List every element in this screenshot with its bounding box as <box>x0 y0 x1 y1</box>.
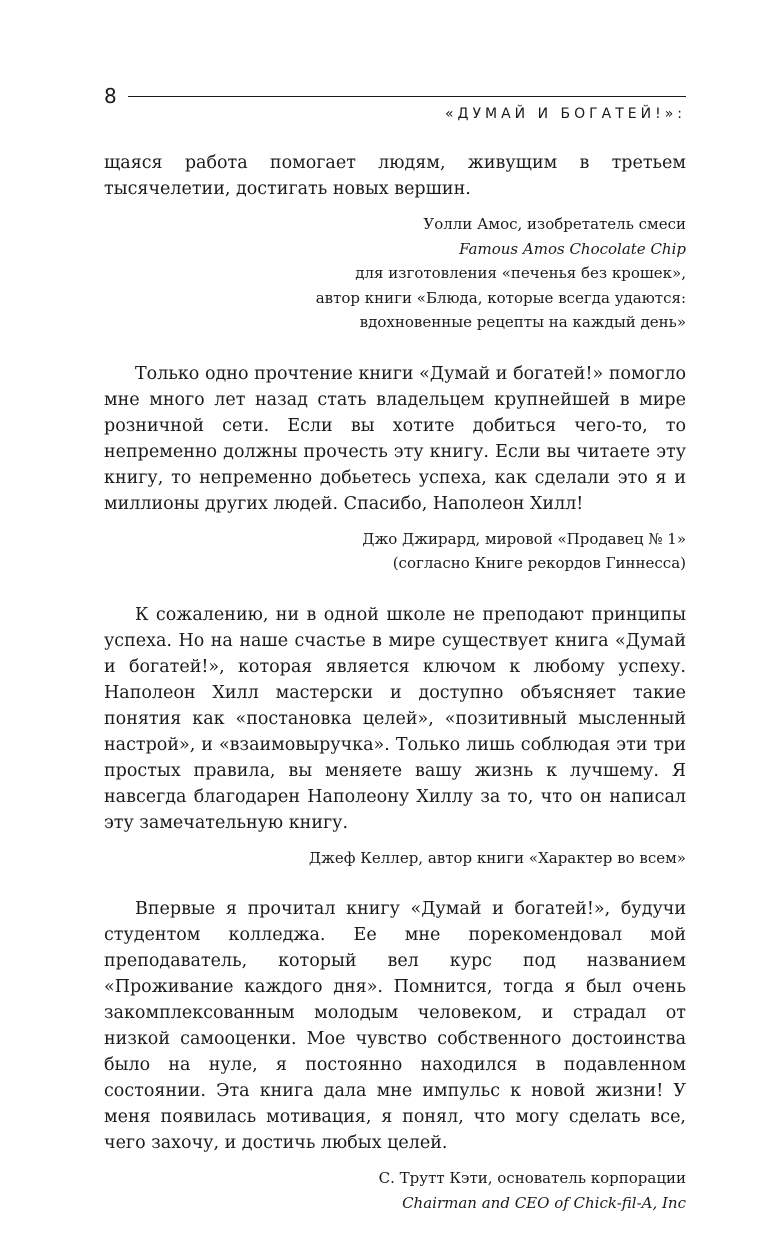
attribution-line: автор книги «Блюда, которые всегда удаются: <box>315 288 686 307</box>
testimonial-attribution <box>104 1166 686 1215</box>
attribution-line: для изготовления «печенья без крошек», <box>355 264 686 282</box>
testimonial-attribution <box>104 212 686 335</box>
attribution-line: Джо Джирард, мировой «Продавец № 1» <box>362 529 686 548</box>
page-number: 8 <box>104 84 117 108</box>
testimonial-block <box>104 602 686 871</box>
testimonial-attribution <box>104 527 686 576</box>
testimonial-block <box>104 361 686 576</box>
attribution-line: Джеф Келлер, автор книги «Характер во всем» <box>308 848 686 867</box>
testimonial-block <box>104 150 686 335</box>
page-body <box>104 150 686 1241</box>
page-header <box>104 84 686 124</box>
attribution-line: Chairman and CEO of Chick-fil-A, Inc <box>402 1193 686 1212</box>
running-title: «ДУМАЙ И БОГАТЕЙ!»: <box>444 106 686 122</box>
header-rule <box>128 96 686 97</box>
testimonial-text: Впервые я прочитал книгу «Думай и богатей!», будучи студентом колледжа. Ее мне порекомендовал мой преподаватель, который вел курс под названием «Проживание каждого дня». Помнится, тогда я был очень закомплексованным молодым человеком, и страдал от низкой самооценки. Мое чувство собственного достоинства было на нуле, я постоянно находился в подавленном состоянии. Эта книга дала мне импульс к новой жизни! У меня появилась мотивация, я понял, что могу сделать все, чего захочу, и достичь любых целей. <box>104 899 686 1153</box>
testimonial-text: щаяся работа помогает людям, живущим в третьем тысячелетии, достигать новых вершин. <box>104 153 686 199</box>
attribution-line: Famous Amos Chocolate Chip <box>459 239 686 258</box>
attribution-line: (согласно Книге рекордов Гиннесса) <box>392 554 686 572</box>
attribution-line: вдохновенные рецепты на каждый день» <box>359 313 686 331</box>
testimonial-attribution <box>104 846 686 871</box>
attribution-line: С. Трутт Кэти, основатель корпорации <box>378 1169 686 1187</box>
testimonial-text: К сожалению, ни в одной школе не преподают принципы успеха. Но на наше счастье в мире существует книга «Думай и богатей!», которая является ключом к любому успеху. Наполеон Хилл мастерски и доступно объясняет такие понятия как «постановка целей», «позитивный мысленный настрой», и «взаимовыручка». Только лишь соблюдая эти три простых правила, вы меняете вашу жизнь к лучшему. Я навсегда благодарен Наполеону Хиллу за то, что он написал эту замечательную книгу. <box>104 604 686 833</box>
testimonial-block <box>104 896 686 1215</box>
testimonial-text: Только одно прочтение книги «Думай и богатей!» помогло мне много лет назад стать владельцем крупнейшей в мире розничной сети. Если вы хотите добиться чего-то, то непременно должны прочесть эту книгу. Если вы читаете эту книгу, то непременно добьетесь успеха, как сделали это я и миллионы других людей. Спасибо, Наполеон Хилл! <box>104 363 686 514</box>
attribution-line: Уолли Амос, изобретатель смеси <box>423 215 686 233</box>
